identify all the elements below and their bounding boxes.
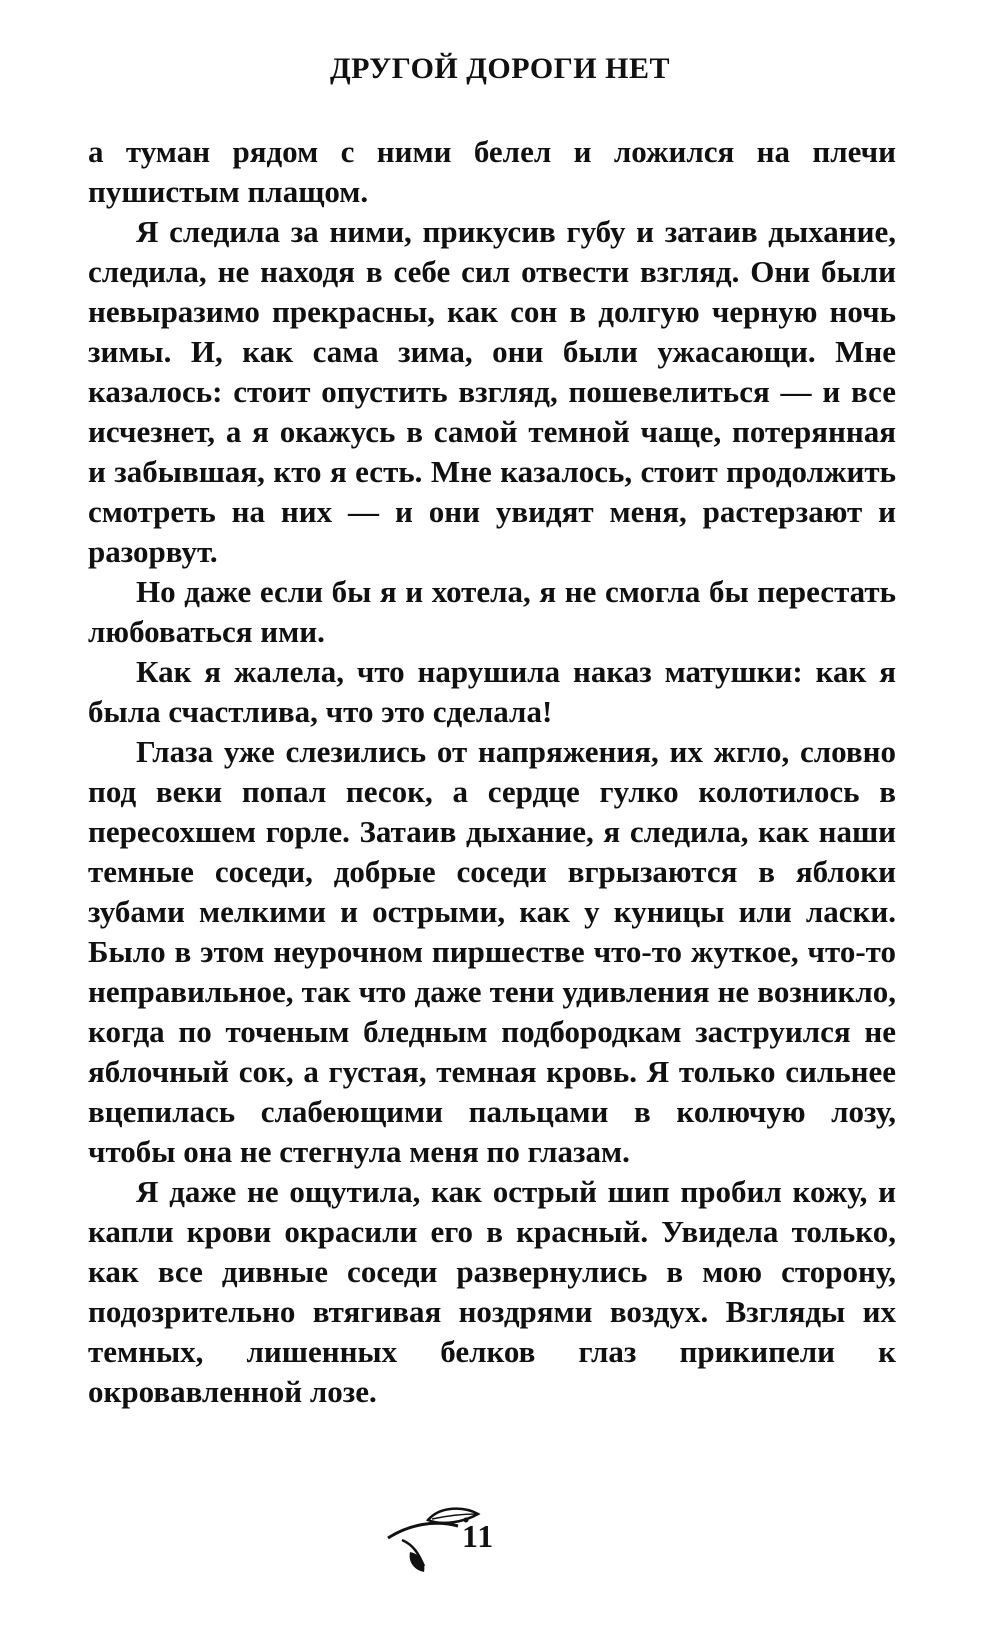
page-folio xyxy=(380,1500,620,1580)
running-header: ДРУГОЙ ДОРОГИ НЕТ xyxy=(330,52,670,85)
page-number: 11 xyxy=(462,1518,495,1554)
paragraph-1: а туман рядом с ними белел и ложился на плечи пушистым плащом. xyxy=(88,134,896,209)
paragraph-5: Глаза уже слезились от напряжения, их жгло, словно под веки попал песок, а сердце гулко колотилось в пересохшем горле. Затаив дыхание, я следила, как наши темные соседи, добрые соседи вгрызаются в яблоки зубами мелкими и острыми, как у куницы или ласки. Было в этом неурочном пиршестве что-то жуткое, что-то неправильное, так что даже тени удивления не возникло, когда по точеным бледным подбородкам заструился не яблочный сок, а густая, темная кровь. Я только сильнее вцепилась слабеющими пальцами в колючую лозу, чтобы она не стегнула меня по глазам. xyxy=(88,734,896,1169)
paragraph-2: Я следила за ними, прикусив губу и затаив дыхание, следила, не находя в себе сил отвести взгляд. Они были невыразимо прекрасны, как сон в долгую черную ночь зимы. И, как сама зима, они были ужасающи. Мне казалось: стоит опустить взгляд, пошевелиться — и все исчезнет, а я окажусь в самой темной чаще, потерянная и забывшая, кто я есть. Мне казалось, стоит продолжить смотреть на них — и они увидят меня, растерзают и разорвут. xyxy=(88,214,896,569)
paragraph-4: Как я жалела, что нарушила наказ матушки: как я была счастлива, что это сделала! xyxy=(88,654,896,729)
paragraph-6: Я даже не ощутила, как острый шип пробил кожу, и капли крови окрасили его в красный. Увидела только, как все дивные соседи развернулись в мою сторону, подозрительно втягивая ноздрями воздух. Взгляды их темных, лишенных белков глаз прикипели к окровавленной лозе. xyxy=(88,1174,896,1409)
body-text xyxy=(88,132,896,1412)
paragraph-3: Но даже если бы я и хотела, я не смогла бы перестать любоваться ими. xyxy=(88,574,896,649)
